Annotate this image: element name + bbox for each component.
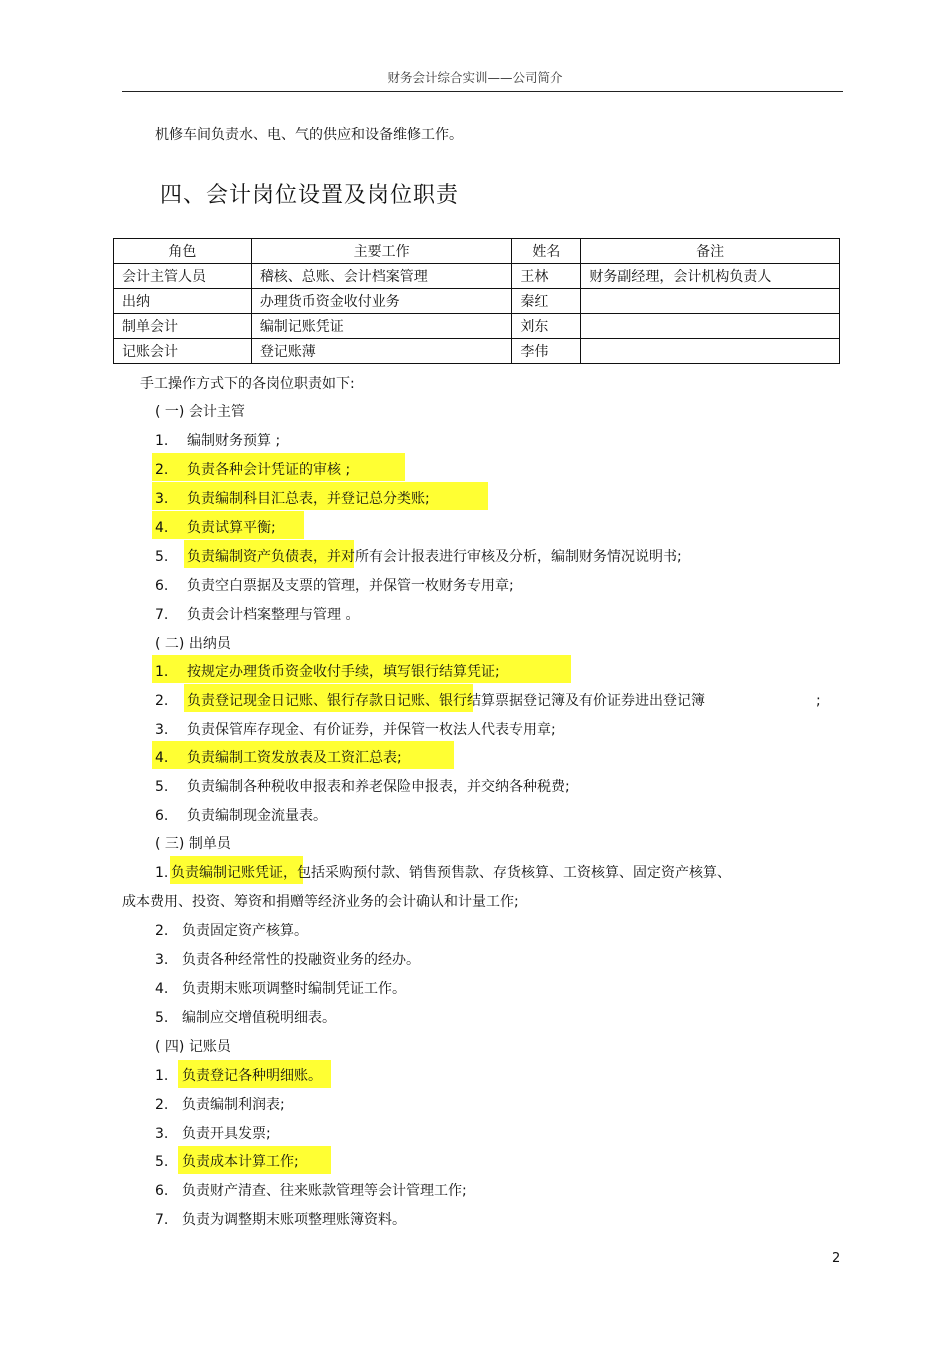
item-text: 负责登记现金日记账、银行存款日记账、银行结算票据登记簿及有价证券进出登记簿 [187, 693, 705, 709]
item-text: 负责编制利润表; [182, 1097, 285, 1113]
duties-intro: 手工操作方式下的各岗位职责如下: [140, 376, 355, 392]
section-title: 四、会计岗位设置及岗位职责 [160, 183, 460, 208]
item-number: 1. [155, 865, 169, 881]
subsection-heading: ( 一) 会计主管 [155, 404, 245, 420]
list-item [155, 605, 359, 625]
table-row [114, 339, 840, 364]
item-number: 5. [155, 1154, 169, 1170]
item-number: 5. [155, 1010, 169, 1026]
item-number: 3. [155, 491, 169, 507]
list-item [155, 863, 731, 883]
item-number: 3. [155, 722, 169, 738]
list-item [155, 576, 514, 596]
list-item [155, 1124, 271, 1144]
item-text: 负责成本计算工作; [182, 1154, 299, 1170]
item-text: 负责编制资产负债表，并对所有会计报表进行审核及分析，编制财务情况说明书; [187, 549, 682, 565]
item-text: 负责各种会计凭证的审核 ; [187, 462, 351, 478]
list-item [155, 1210, 406, 1230]
list-item [155, 1008, 336, 1028]
item-number: 2. [155, 693, 169, 709]
list-item [155, 691, 705, 711]
subsection-heading: ( 二) 出纳员 [155, 636, 231, 652]
item-number: 2. [155, 462, 169, 478]
list-item [155, 662, 500, 682]
header-divider [122, 91, 843, 92]
list-item [155, 1152, 299, 1172]
table-cell: 刘东 [512, 314, 581, 339]
table-cell: 王林 [512, 264, 581, 289]
item-number: 2. [155, 1097, 169, 1113]
item-number: 3. [155, 1126, 169, 1142]
item-text: 负责编制工资发放表及工资汇总表; [187, 750, 402, 766]
list-item [155, 1095, 285, 1115]
item-number: 1. [155, 664, 169, 680]
page-number: 2 [832, 1251, 841, 1266]
item-number: 1. [155, 433, 169, 449]
item-text: 负责会计档案整理与管理 。 [187, 607, 360, 623]
table-cell: 稽核、总账、会计档案管理 [251, 264, 512, 289]
table-cell: 编制记账凭证 [251, 314, 512, 339]
table-cell [581, 289, 840, 314]
table-cell: 办理货币资金收付业务 [251, 289, 512, 314]
item-text: 负责为调整期末账项整理账簿资料。 [182, 1212, 406, 1228]
table-cell: 记账会计 [114, 339, 252, 364]
item-number: 7. [155, 607, 169, 623]
list-item [155, 1066, 322, 1086]
item-text: 负责开具发票; [182, 1126, 271, 1142]
item-text: 负责保管库存现金、有价证券，并保管一枚法人代表专用章; [187, 722, 556, 738]
item-number: 4. [155, 750, 169, 766]
subsection-heading: ( 三) 制单员 [155, 836, 231, 852]
table-header-row [114, 239, 840, 264]
item-number: 3. [155, 952, 169, 968]
item-text: 负责编制记账凭证，包括采购预付款、销售预售款、存货核算、工资核算、固定资产核算、 [171, 865, 731, 881]
table-row [114, 264, 840, 289]
item-number: 4. [155, 520, 169, 536]
table-cell [581, 339, 840, 364]
item-text: 负责期末账项调整时编制凭证工作。 [182, 981, 406, 997]
item-number: 5. [155, 549, 169, 565]
list-item-trailing-mark: ; [816, 693, 821, 709]
item-text: 负责编制各种税收申报表和养老保险申报表，并交纳各种税费; [187, 779, 570, 795]
item-number: 2. [155, 923, 169, 939]
roles-table [113, 238, 840, 364]
list-item [155, 950, 420, 970]
table-header-cell: 角色 [114, 239, 252, 264]
item-text: 负责试算平衡; [187, 520, 276, 536]
intro-paragraph: 机修车间负责水、电、气的供应和设备维修工作。 [155, 127, 463, 143]
item-text: 编制应交增值税明细表。 [182, 1010, 336, 1026]
list-item [155, 1181, 467, 1201]
item-number: 6. [155, 808, 169, 824]
table-cell: 制单会计 [114, 314, 252, 339]
item-number: 5. [155, 779, 169, 795]
list-item [155, 921, 308, 941]
list-item [155, 547, 682, 567]
table-row [114, 314, 840, 339]
list-item [155, 777, 570, 797]
list-item [155, 489, 430, 509]
list-item [155, 720, 556, 740]
table-header-cell: 备注 [581, 239, 840, 264]
list-item [155, 431, 280, 451]
table-cell [581, 314, 840, 339]
table-cell: 财务副经理，会计机构负责人 [581, 264, 840, 289]
table-row [114, 289, 840, 314]
item-text: 按规定办理货币资金收付手续，填写银行结算凭证; [187, 664, 500, 680]
list-item [155, 748, 402, 768]
list-item [155, 460, 350, 480]
item-number: 1. [155, 1068, 169, 1084]
list-item [155, 518, 276, 538]
list-item [155, 979, 406, 999]
list-item-continuation: 成本费用、投资、筹资和捐赠等经济业务的会计确认和计量工作; [122, 894, 519, 910]
item-number: 6. [155, 578, 169, 594]
item-text: 负责空白票据及支票的管理，并保管一枚财务专用章; [187, 578, 514, 594]
table-cell: 李伟 [512, 339, 581, 364]
table-cell: 登记账薄 [251, 339, 512, 364]
table-cell: 会计主管人员 [114, 264, 252, 289]
table-header-cell: 主要工作 [251, 239, 512, 264]
table-header-cell: 姓名 [512, 239, 581, 264]
item-text: 负责财产清查、往来账款管理等会计管理工作; [182, 1183, 467, 1199]
subsection-heading: ( 四) 记账员 [155, 1039, 231, 1055]
list-item [155, 806, 327, 826]
item-text: 负责各种经常性的投融资业务的经办。 [182, 952, 420, 968]
page-header: 财务会计综合实训——公司简介 [387, 70, 563, 85]
item-text: 负责固定资产核算。 [182, 923, 308, 939]
item-number: 4. [155, 981, 169, 997]
table-cell: 秦红 [512, 289, 581, 314]
item-text: 编制财务预算 ; [187, 433, 281, 449]
item-number: 6. [155, 1183, 169, 1199]
item-text: 负责编制现金流量表。 [187, 808, 327, 824]
item-text: 负责登记各种明细账。 [182, 1068, 322, 1084]
table-cell: 出纳 [114, 289, 252, 314]
item-text: 负责编制科目汇总表，并登记总分类账; [187, 491, 430, 507]
item-number: 7. [155, 1212, 169, 1228]
